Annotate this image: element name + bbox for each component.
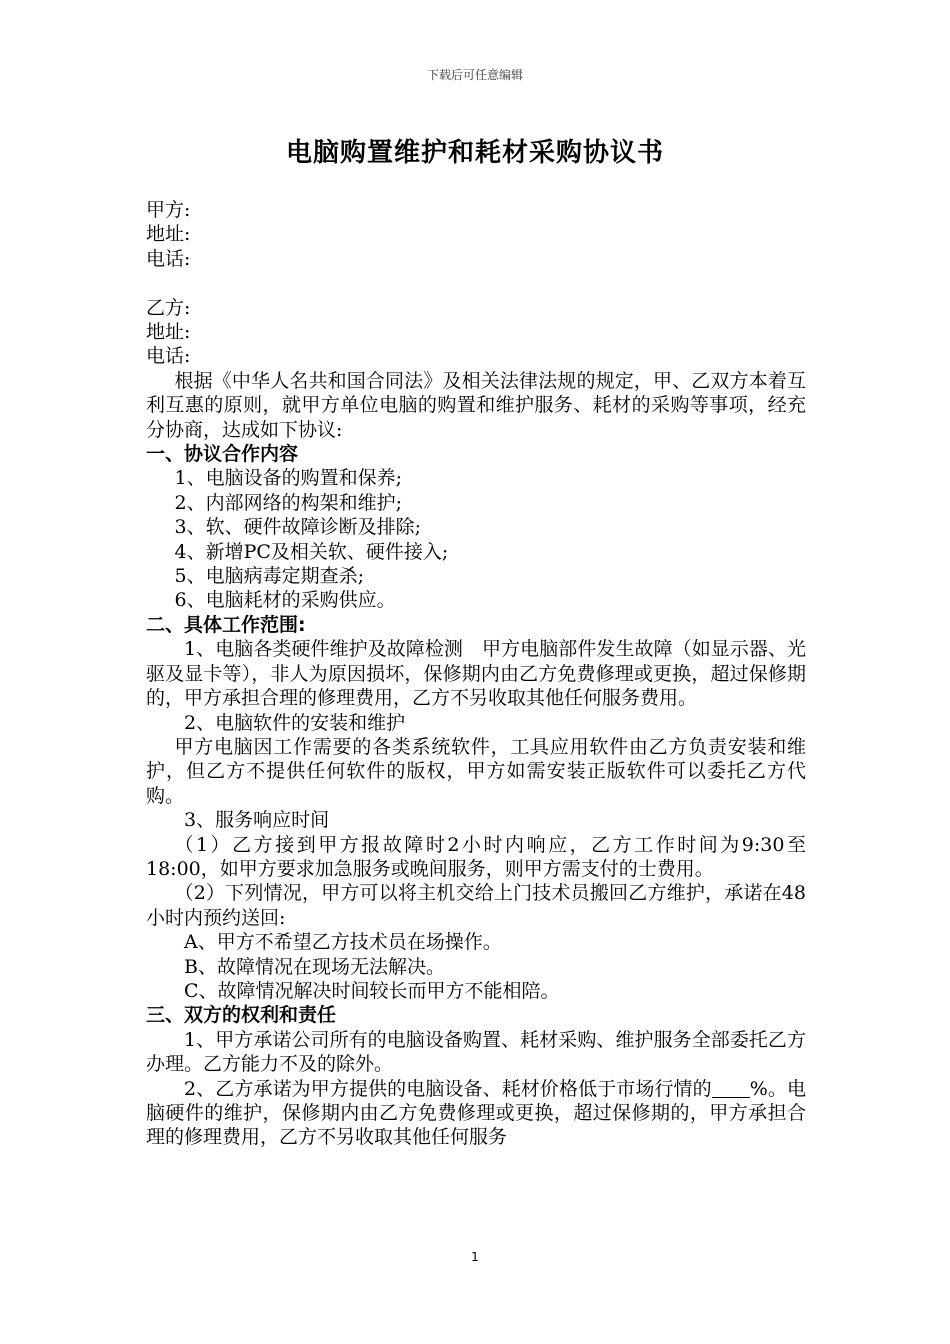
list-item: 4、新增PC及相关软、硬件接入;: [174, 540, 449, 563]
section3-paragraph-2-rest: %。电脑硬件的维护，保修期内由乙方免费修理或更换，超过保修期的，甲方承担合理的修理费用，乙方不另收取其他任何服务: [146, 1077, 806, 1149]
header-note: 下载后可任意编辑: [426, 68, 523, 82]
spacer: [146, 271, 806, 295]
section3-heading: 三、双方的权利和责任: [146, 1004, 337, 1027]
section2-subtitle-2: 2、电脑软件的安装和维护: [184, 711, 406, 734]
party-b-name: 乙方:: [146, 296, 191, 319]
percentage-blank: [712, 1079, 750, 1098]
list-item: 1、电脑设备的购置和保养;: [174, 467, 402, 490]
section2-paragraph-2: 甲方电脑因工作需要的各类系统软件，工具应用软件由乙方负责安装和维护，但乙方不提供任何软件的版权，甲方如需安装正版软件可以委托乙方代购。: [146, 735, 806, 807]
section2-subtitle-3: 3、服务响应时间: [184, 809, 330, 832]
list-item: 3、软、硬件故障诊断及排除;: [174, 516, 421, 539]
case-item: A、甲方不希望乙方技术员在场操作。: [184, 931, 502, 954]
section3-paragraph-1: 1、甲方承诺公司所有的电脑设备购置、耗材采购、维护服务全部委托乙方办理。乙方能力不及的除外。: [146, 1028, 806, 1076]
section2-paragraph-3-1: （1）乙方接到甲方报故障时2小时内响应，乙方工作时间为9:30至18:00，如甲方要求加急服务或晚间服务，则甲方需支付的士费用。: [146, 833, 806, 880]
party-b-phone: 电话:: [146, 345, 191, 368]
page-title: 电脑购置维护和耗材采购协议书: [285, 138, 664, 168]
party-a-phone: 电话:: [146, 247, 191, 270]
section3-paragraph-2: [146, 1077, 806, 1150]
section2-paragraph-3-2: （2）下列情况，甲方可以将主机交给上门技术员搬回乙方维护，承诺在48小时内预约送回:: [146, 882, 806, 929]
party-a-name: 甲方:: [146, 199, 191, 221]
document-body: [146, 198, 806, 1150]
list-item: 5、电脑病毒定期查杀;: [174, 565, 364, 588]
party-a-address: 地址:: [146, 223, 191, 246]
list-item: 2、内部网络的构架和维护;: [174, 491, 402, 514]
case-item: B、故障情况在现场无法解决。: [184, 955, 445, 978]
party-b-address: 地址:: [146, 321, 191, 344]
case-item: C、故障情况解决时间较长而甲方不能相陪。: [184, 979, 560, 1002]
section1-heading: 一、协议合作内容: [146, 443, 299, 466]
section2-heading: 二、具体工作范围:: [146, 613, 306, 636]
page-number: 1: [471, 1250, 479, 1264]
section2-paragraph-1: 1、电脑各类硬件维护及故障检测 甲方电脑部件发生故障（如显示器、光驱及显卡等），非人为原因损坏，保修期内由乙方免费修理或更换，超过保修期的，甲方承担合理的修理费用，乙方不另收取其他任何服务费用。: [146, 638, 806, 710]
intro-paragraph: 根据《中华人名共和国合同法》及相关法律法规的规定，甲、乙双方本着互利互惠的原则，就甲方单位电脑的购置和维护服务、耗材的采购等事项，经充分协商，达成如下协议:: [146, 369, 806, 441]
list-item: 6、电脑耗材的采购供应。: [174, 589, 396, 612]
section3-paragraph-2-start: 2、乙方承诺为甲方提供的电脑设备、耗材价格低于市场行情的: [184, 1077, 712, 1100]
